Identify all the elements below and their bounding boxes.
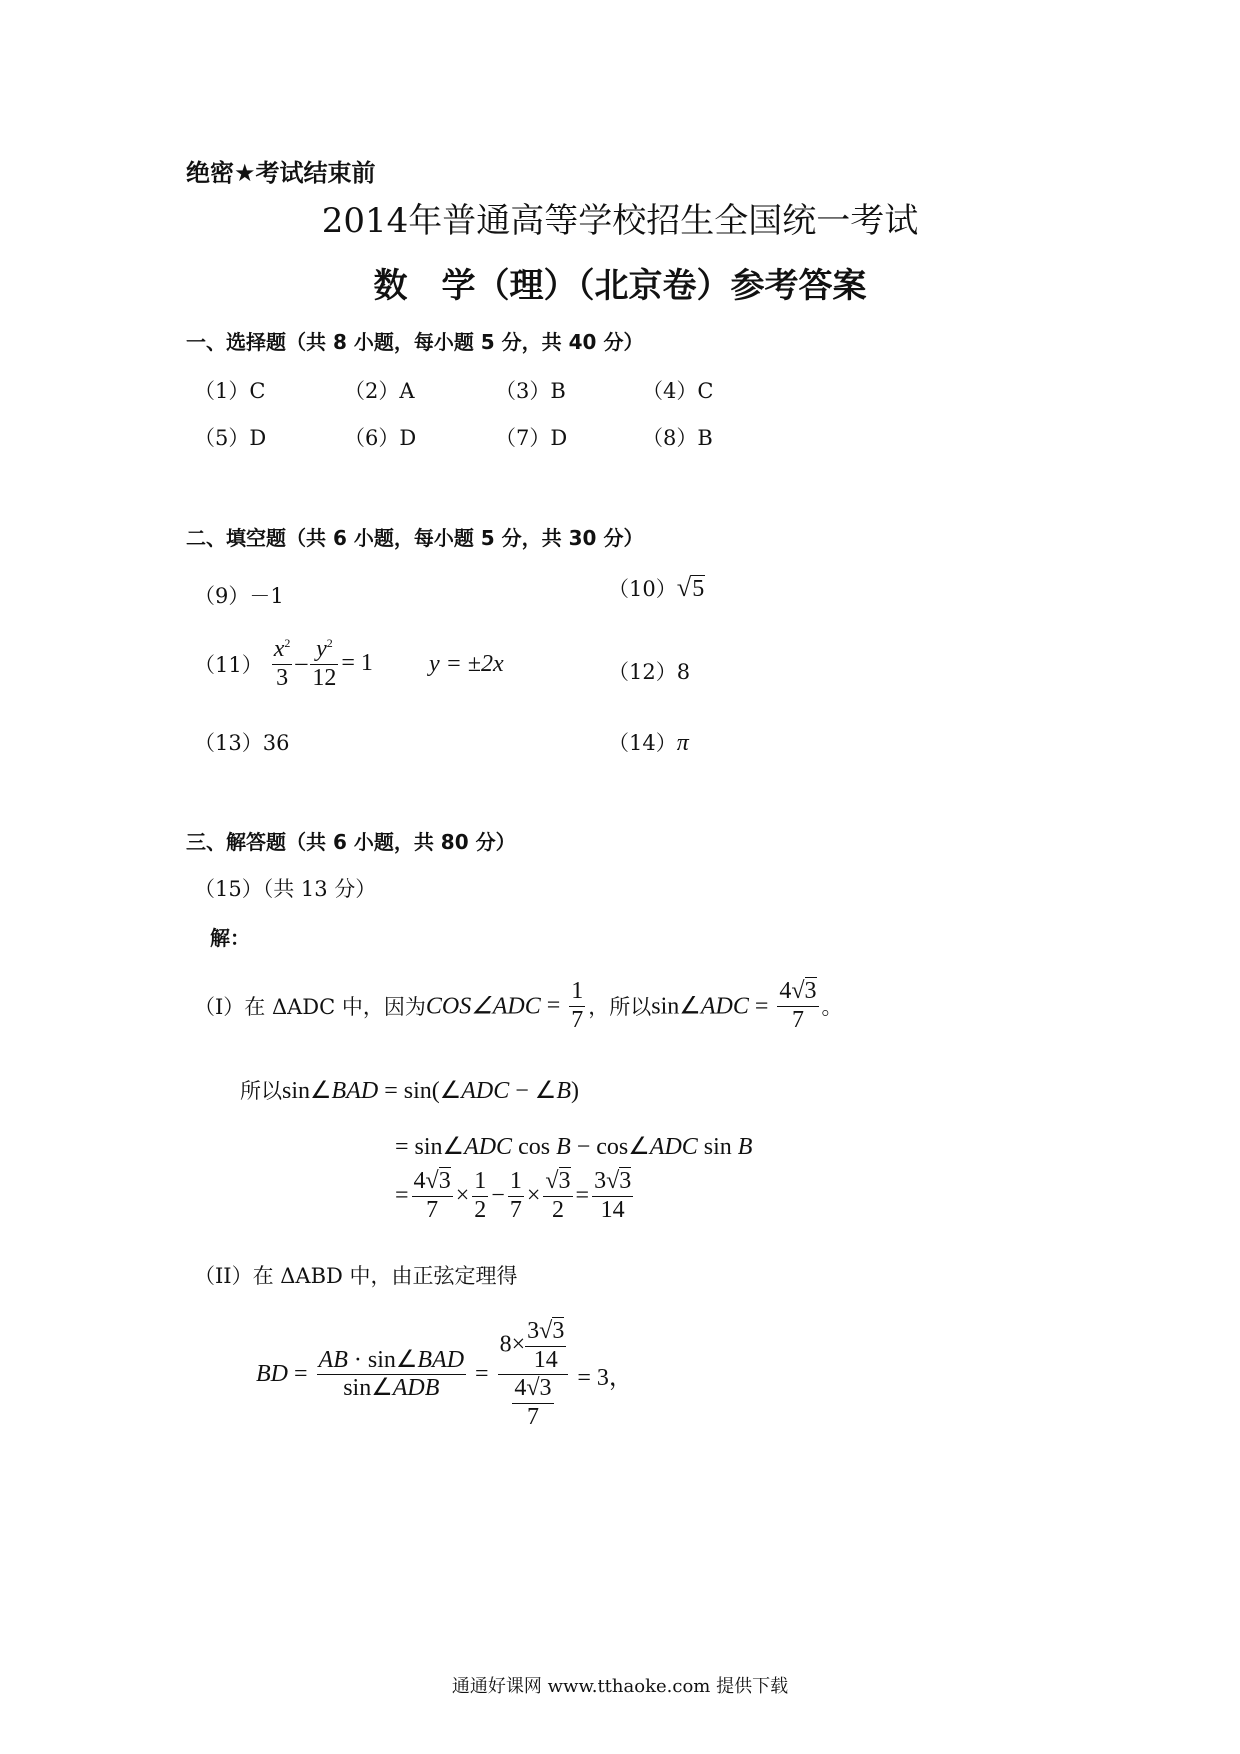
line2-prefix: 所以 xyxy=(240,1079,282,1103)
equals-sign: = xyxy=(540,992,567,1019)
hyperbola-equation: $\frac{x^2}{3}$ – $\frac{y^2}{12}$ = 1 xyxy=(273,636,379,691)
answer-14-value: π xyxy=(676,730,689,756)
answer-7: （7）D xyxy=(495,426,568,450)
sqrt-5: √5 xyxy=(676,572,705,602)
answer-8: （8）B xyxy=(642,426,713,450)
answer-10-value: 5 xyxy=(692,576,705,602)
section3-heading: 三、解答题（共 6 小题，共 80 分） xyxy=(186,830,516,854)
asymptote-equation: y = ±2x xyxy=(428,650,504,677)
answer-10-label: （10） xyxy=(608,577,677,601)
part1-line xyxy=(194,978,843,1034)
answer-4: （4）C xyxy=(642,379,714,403)
part1-prefix: （I）在 ΔADC 中，因为 xyxy=(194,995,426,1020)
answer-14 xyxy=(608,727,689,757)
part1-mid: ，所以 xyxy=(588,995,652,1020)
answer-2: （2）A xyxy=(344,379,415,403)
answer-3: （3）B xyxy=(495,379,566,403)
sin-adc-expr: sin∠ADC = xyxy=(651,993,775,1020)
section1-heading: 一、选择题（共 8 小题，每小题 5 分，共 40 分） xyxy=(186,330,644,354)
answer-6: （6）D xyxy=(344,426,417,450)
sin-bad-expansion: sin∠BAD = sin(∠ADC − ∠B) xyxy=(282,1078,579,1104)
cos-adc-expr: COS∠ADC xyxy=(425,993,541,1020)
bd-calculation: BD = $\frac{\text{AB · sin∠BAD}}{\text{sin∠ADB}}$ = 8× $\frac{3√3}{14}$ $\frac{4√3}{7}$ = 3， xyxy=(256,1318,633,1430)
line2 xyxy=(240,1075,579,1105)
answer-11-label: （11） xyxy=(194,653,263,678)
answer-14-label: （14） xyxy=(608,731,677,755)
question-15-label: （15）（共 13 分） xyxy=(194,877,377,901)
line4: = $\frac{4√3}{7}$ × $\frac{1}{2}$ − $\frac{1}{7}$ × $\frac{√3}{2}$ = $\frac{3√3}{14}$ xyxy=(395,1168,632,1223)
answer-1: （1）C xyxy=(194,379,266,403)
answer-5: （5）D xyxy=(194,426,267,450)
footer-text: 通通好课网 www.tthaoke.com 提供下载 xyxy=(451,1676,789,1697)
part1-end: 。 xyxy=(821,995,843,1020)
exam-subtitle: 数 学（理）（北京卷）参考答案 xyxy=(373,266,867,306)
line3: = sin∠ADC cos B − cos∠ADC sin B xyxy=(395,1134,753,1160)
confidential-label: 绝密★考试结束前 xyxy=(186,159,376,187)
section2-heading: 二、填空题（共 6 小题，每小题 5 分，共 30 分） xyxy=(186,526,644,550)
fraction-1-7: $\frac{1}{7}$ xyxy=(571,978,584,1033)
answer-11 xyxy=(194,636,504,692)
exam-title: 2014年普通高等学校招生全国统一考试 xyxy=(321,201,919,241)
part2-text: （II）在 ΔABD 中，由正弦定理得 xyxy=(194,1264,518,1288)
solution-label: 解： xyxy=(210,926,250,950)
fraction-4sqrt3-7: $\frac{4√3}{7}$ xyxy=(779,978,817,1033)
answer-13: （13）36 xyxy=(194,731,290,755)
answer-9: （9）－1 xyxy=(194,584,284,608)
answer-10 xyxy=(608,572,705,603)
answer-12: （12）8 xyxy=(608,660,691,684)
